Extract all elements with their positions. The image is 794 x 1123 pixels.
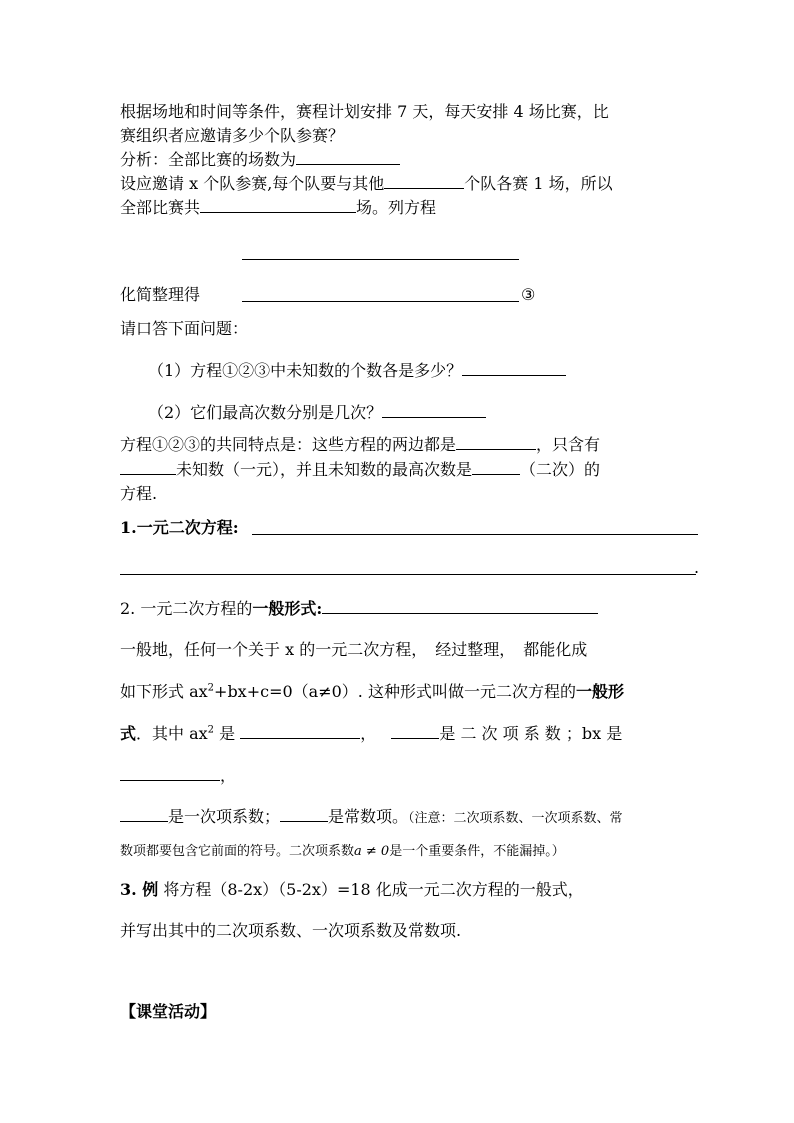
analysis-line bbox=[120, 150, 400, 170]
form-sup: 2 bbox=[207, 682, 215, 694]
feature-text-c: 未知数（一元），并且未知数的最高次数是 bbox=[176, 460, 473, 479]
general-form-blank[interactable] bbox=[322, 599, 598, 614]
definition-title: 1.一元二次方程: bbox=[120, 518, 239, 537]
note-text-b: 数项都要包含它前面的符号。二次项系数 bbox=[120, 844, 355, 859]
intro-line-2: 赛组织者应邀请多少个队参赛？ bbox=[120, 126, 345, 145]
definition-blank-line-2[interactable] bbox=[120, 574, 696, 575]
feature-blank-3[interactable] bbox=[472, 460, 520, 475]
shi-after: 是 bbox=[219, 724, 236, 743]
question-2-text: （2）它们最高次数分别是几次？ bbox=[148, 403, 383, 422]
feature-line-1 bbox=[120, 435, 600, 455]
analysis-text: 分析：全部比赛的场数为 bbox=[120, 150, 297, 169]
linear-const-line bbox=[120, 807, 623, 829]
note-line-2 bbox=[120, 842, 565, 862]
quad-coef-blank[interactable] bbox=[391, 724, 439, 739]
bx-comma: ， bbox=[220, 766, 237, 785]
form-text-a: 如下形式 ax bbox=[120, 682, 208, 701]
question-1-text: （1）方程①②③中未知数的个数各是多少？ bbox=[148, 361, 463, 380]
feature-text-d: （二次）的 bbox=[520, 460, 601, 479]
form-text-b: +bx+c=0（a≠0）. 这种形式叫做一元二次方程的 bbox=[214, 682, 576, 701]
example-text-a: 将方程（8-2x）（5-2x）=18 化成一元二次方程的一般式， bbox=[163, 880, 584, 899]
activity-heading: 【课堂活动】 bbox=[120, 1002, 217, 1021]
example-num: 3. 例 bbox=[120, 880, 159, 899]
feature-blank-2[interactable] bbox=[120, 460, 176, 475]
general-form-title bbox=[120, 599, 598, 619]
question-1 bbox=[148, 361, 566, 381]
equation-blank-line[interactable] bbox=[242, 259, 519, 260]
setup-text-b: 个队各赛 1 场，所以 bbox=[464, 174, 613, 193]
note-math: a ≠ 0 bbox=[354, 844, 390, 859]
simplify-blank-line[interactable] bbox=[242, 301, 519, 302]
feature-text-a: 方程①②③的共同特点是：这些方程的两边都是 bbox=[120, 435, 457, 454]
question-1-blank[interactable] bbox=[462, 361, 566, 376]
setup-blank[interactable] bbox=[384, 174, 464, 189]
total-line bbox=[120, 198, 436, 218]
question-2-blank[interactable] bbox=[382, 403, 486, 418]
const-term-blank[interactable] bbox=[280, 807, 328, 822]
shi-bold: 式 bbox=[120, 724, 137, 743]
note-text-c: 是一个重要条件，不能漏掉。） bbox=[389, 844, 565, 859]
linear-coef-blank[interactable] bbox=[120, 807, 168, 822]
feature-line-3: 方程. bbox=[120, 484, 158, 503]
definition-period: . bbox=[694, 558, 700, 577]
bx-blank[interactable] bbox=[120, 766, 220, 781]
question-2 bbox=[148, 403, 486, 423]
general-form-num: 2. 一元二次方程的 bbox=[120, 599, 253, 618]
form-line bbox=[120, 682, 624, 702]
feature-blank-1[interactable] bbox=[456, 435, 536, 450]
const-term-text: 是常数项。 bbox=[328, 807, 409, 826]
total-blank[interactable] bbox=[200, 198, 356, 213]
intro-line-1: 根据场地和时间等条件，赛程计划安排 7 天，每天安排 4 场比赛，比 bbox=[120, 102, 609, 121]
analysis-blank[interactable] bbox=[296, 150, 400, 165]
qizhong-sup: 2 bbox=[207, 724, 215, 736]
linear-coef-text: 是一次项系数； bbox=[168, 807, 281, 826]
form-text-bold: 一般形 bbox=[575, 682, 624, 701]
feature-line-2 bbox=[120, 460, 600, 480]
simplify-label: 化简整理得 bbox=[120, 285, 201, 304]
example-line-2: 并写出其中的二次项系数、一次项系数及常数项. bbox=[120, 921, 462, 940]
general-para-1: 一般地，任何一个关于 x 的一元二次方程， 经过整理， 都能化成 bbox=[120, 640, 588, 659]
definition-blank-line-1[interactable] bbox=[252, 534, 698, 535]
oral-prompt: 请口答下面问题： bbox=[120, 319, 249, 338]
circle-three: ③ bbox=[521, 285, 536, 304]
ax2-blank[interactable] bbox=[240, 724, 360, 739]
setup-line bbox=[120, 174, 613, 194]
coef-comma: ， bbox=[360, 724, 377, 743]
quad-coef-text: 是 二 次 项 系 数 ；bx 是 bbox=[439, 724, 623, 743]
general-form-bold: 一般形式: bbox=[252, 599, 323, 618]
coef-line bbox=[120, 724, 622, 744]
bx-blank-line bbox=[120, 766, 236, 786]
total-text-a: 全部比赛共 bbox=[120, 198, 201, 217]
total-text-b: 场。列方程 bbox=[356, 198, 437, 217]
note-text-a: （注意：二次项系数、一次项系数、常 bbox=[408, 811, 623, 826]
setup-text-a: 设应邀请 x 个队参赛,每个队要与其他 bbox=[120, 174, 385, 193]
example-line-1 bbox=[120, 880, 584, 900]
feature-text-b: ，只含有 bbox=[536, 435, 601, 454]
qizhong-text: ．其中 ax bbox=[136, 724, 208, 743]
